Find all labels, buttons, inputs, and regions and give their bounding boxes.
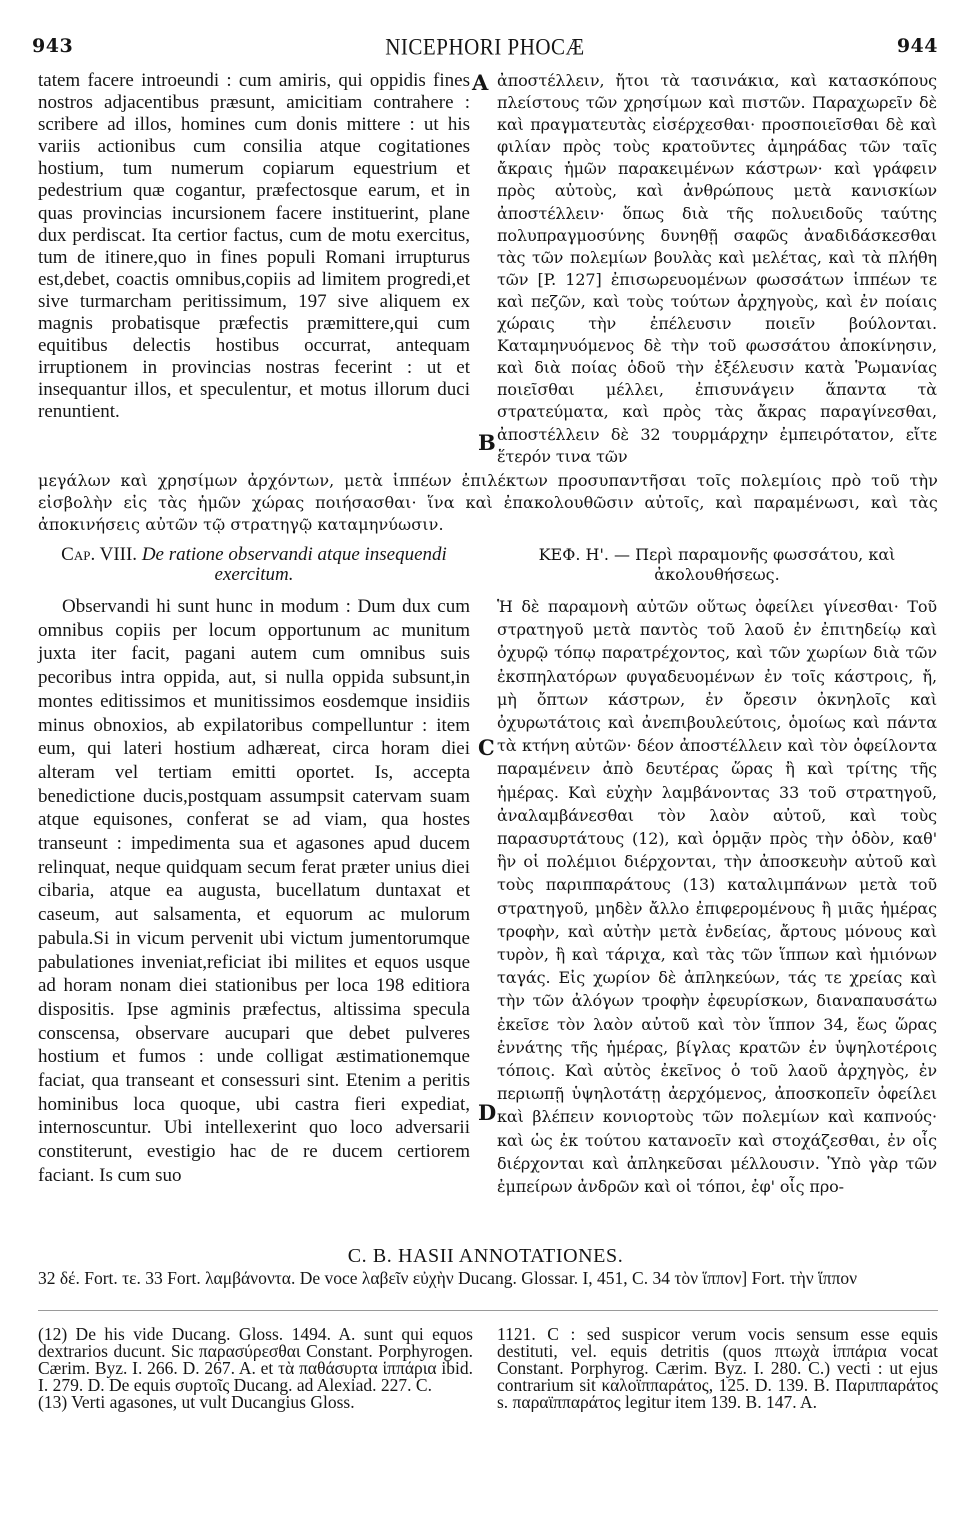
margin-marker-a: A [472,70,489,95]
footnote-13: (13) Verti agasones, ut vult Ducangius Gloss. [38,1392,355,1412]
greek-text-top: ἀποστέλλειν, ἤτοι τὰ τασινάκια, καὶ κατασκόπους πλείστους τῶν χρησίμων καὶ πιστῶν. Παραχωρεῖν δὲ καὶ πραγματευτὰς εἰσέρχεσθαι· προσποιεῖσθαι δὲ καὶ φιλίαν πρὸς τοὺς κρατοῦντες ἀμηράδας τῶν ταῖς ἄκραις ἡμῶν παρακειμένων κάστρων· καὶ γράφειν πρὸς αὐτοὺς, καὶ ἀνθρώπους μετὰ κανισκίων ἀποστέλλειν· ὅπως διὰ τῆς πολυειδοῦς ταύτης πολυπραγμοσύνης δυνηθῇ σαφῶς ἀναδιδάσκεσθαι τὰς τῶν πολεμίων βουλὰς καὶ μελέτας, καὶ τὰ πλήθη τῶν [P. 127] ἐπισωρευομένων φωσσάτων ἱππέων τε καὶ πεζῶν, καὶ τοὺς τούτων ἀρχηγοὺς, καὶ ἐν ποίαις χώραις τὴν ἐπέλευσιν ποιεῖν βούλονται. Καταμηνυόμενος δὲ τὴν τοῦ φωσσάτου ἀποκίνησιν, καὶ διὰ ποίας ὁδοῦ τὴν ἐξέλευσιν κατὰ Ῥωμανίας ποιεῖσθαι μέλλει, ἐπισυνάγειν ἅπαντα τὰ στρατεύματα, καὶ πρὸς τὰς ἄκρας παραγίνεσθαι, ἀποστέλλειν δὲ 32 τουρμάρχην ἐμπειρότατον, εἴτε ἕτερόν τινα τῶν [497,71,937,466]
chapter-title-latin [38,545,470,585]
chapter-label-latin: Cap. VIII. [61,544,138,565]
footnote-13-continued: 1121. C : sed suspicor verum vocis sensum esse equis destituti, vel. equis detritis (quos πτωχὰ ἱππάρια vocat Constant. Porphyrog. Cærim. Byz. I. 280. C.) vecti : ut ejus contrarium sit καλοϊππαράτος, 125. D. 139. B. Παριππαράτος s. παραϊππαράτος legitur item 139. B. 147. A. [497,1324,938,1412]
latin-text-top: tatem facere introeundi : cum amiris, qui oppidis fines nostros adjacentibus præsunt, amicitiam contrahere : scribere ad illos, homines cum donis mittere : ut his variis actionibus cum consilia atque cogitationes hostium, tum numerum copiarum equestrium et pedestrium quæ cogantur, præfectosque earum, et in quas provincias incursionem facere instituerint, plane dux perdiscat. Ita certior factus, cum de motu exercitus, tum de itinere,quo in fines populi Romani irrupturus est,debet, coactis omnibus,copiis ad limitem progredi,et sive turmarcham peritissimum, 197 sive aliquem ex magnis probatisque præfectis præmittere,qui cum equitibus delectis hostibus occurrat, antequam irruptionem in provincias nostras fecerint : ut et insequantur illos, et speculentur, et motus illorum duci renuntient. [38,70,470,423]
running-title: NICEPHORI PHOCÆ [385,34,585,60]
margin-marker-c: C [478,735,495,760]
page-number-left: 943 [32,35,74,57]
page-number-right: 944 [896,35,938,57]
footnote-12: (12) De his vide Ducang. Gloss. 1494. A. sunt qui equos dextrarios ducunt. Sic παρασύρεσθαι Constant. Porphyrogen. Cærim. Byz. I. 266. D. 267. A. et τὰ παθάσυρτα ἱππάρια ibid. I. 279. D. De equis συρτοῖς Ducang. ad Alexiad. 227. C. [38,1324,473,1395]
footnotes-right-column [497,1326,938,1411]
greek-text-full-width: μεγάλων καὶ χρησίμων ἀρχόντων, μετὰ ἱππέων ἐπιλέκτων προσυπαντῆσαι τοῖς πολεμίοις πρὸ τοῦ τὴν εἰσβολὴν εἰς τὰς ἡμῶν χώρας ποιήσασθαι· ἵνα καὶ ἐπακολουθῶσιν αὐτοῖς, καὶ παραμένωσι, καὶ τὰς ἀποκινήσεις αὐτῶν τῷ στρατηγῷ καταμηνύωσιν. [38,471,938,534]
footnotes-left-column [38,1326,473,1411]
annotation-notes: 32 δέ. Fort. τε. 33 Fort. λαμβάνοντα. De voce λαβεῖν εὐχὴν Ducang. Glossar. I, 451, C. 34 τὸν ἵππον] Fort. τὴν ἵππον [38,1268,858,1288]
page-header [32,35,938,65]
chapter-label-greek: ΚΕΦ. Η'. — [538,545,631,564]
chapter-title-greek [497,545,937,585]
footnote-divider [38,1310,938,1311]
margin-marker-d: D [478,1100,497,1125]
chapter-heading-greek: Περὶ παραμονῆς φωσσάτου, καὶ ἀκολουθήσεως. [635,545,896,584]
annotations-title: C. B. HASII ANNOTATIONES. [347,1245,624,1267]
latin-text-bottom: Observandi hi sunt hunc in modum : Dum dux cum omnibus copiis per locum opportunum ac munitum juxta iter facit, pagani autem cum omnibus suis pecoribus intra oppida, aut, si nulla oppida subsunt,in montes editissimos et munitissimos eosdemque insidiis minus obnoxios, ab expilatoribus compelluntur : item eum, qui lateri hostium adhæreat, circa horam diei alteram vel tertiam emitti oportet. Is, accepta benedictione ducis,postquam assumpsit catervam suam atque equisones, conferat se ad viam, qua hostes transeunt : impedimenta sua et agasones apud ducem relinquat, neque quidquam secum ferat præter unius diei cibaria, atque ea augusta, bucellatum duntaxat et caseum, aut salsamenta, et equorum ac mulorum pabula.Si in vicum pervenit ubi victum jumentorumque pabulationes inveniat,reficiat ibi milites et equos usque ad horam nonam diei stationibus per loca 198 editiora dispositis. Ipse agminis præfectus, altissima specula conscensa, observare aucupari que debet pulveres hostium et fumos : unde colligat æstimationemque faciat, qua transeant et consessuri sint. Etenim a peritis hominibus loca quoque, ubi castra fieri expediat, internoscuntur. Ubi intellexerint quo loco adversarii constiterunt, evestigio hac de re ducem certiorem faciant. Is cum suo [38,596,470,1186]
greek-text-bottom: Ἡ δὲ παραμονὴ αὐτῶν οὕτως ὀφείλει γίνεσθαι· Τοῦ στρατηγοῦ μετὰ παντὸς τοῦ λαοῦ ἐν ἐπιτηδείῳ καὶ ὀχυρῷ τόπῳ παρατρέχοντος, καὶ τῶν χωρίων διὰ τῶν ἐκσπηλατόρων φυγαδευομένων ἐν τοῖς κάστροις, ἤ, μὴ ὄπτων κάστρων, ἐν ὄρεσιν ὀκνηλοῖς καὶ ὀχυρωτάτοις καὶ ἀνεπιβουλεύτοις, ὁμοίως καὶ πάντα τὰ κτήνη αὐτῶν· δέον ἀποστέλλειν καὶ τὸν ὀφείλοντα παραμένειν ἀπὸ δευτέρας ὥρας ἢ καὶ τρίτης τῆς ἡμέρας. Καὶ εὐχὴν λαμβάνοντας 33 τοῦ στρατηγοῦ, ἀναλαμβάνεσθαι τὸν λαὸν αὐτοῦ, καὶ τοὺς παρασυρτάτους (12), καὶ ὁρμᾷν πρὸς τὴν ὁδὸν, καθ' ἣν οἱ πολέμιοι διέρχονται, τὴν ἀποσκευὴν αὐτοῦ καὶ τοὺς παριππαράτους (13) καταλιμπάνων μετὰ τοῦ στρατηγοῦ, μηδὲν ἄλλο ἐπιφερομένους ἢ μιᾶς ἡμέρας τροφὴν, καὶ αὐτὴν μετὰ ἐνδείας, ἄρτους μόνους καὶ τυρὸν, ἢ καὶ τάριχα, καὶ τὰς τῶν ἵππων καὶ ἡμιόνων ταγάς. Εἰς χωρίον δὲ ἀπληκεύων, τάς τε χρείας καὶ τὴν τῶν ἀλόγων τροφὴν ἐφευρίσκων, διαναπαυσάτω ἐκεῖσε τὸν λαὸν αὐτοῦ καὶ τὸν ἵππον 34, ἕως ὥρας ἐννάτης τῆς ἡμέρας, βίγλας κρατῶν ἐν ὑψηλοτέροις τόποις. Καὶ αὐτὸς ἐκεῖνος ὁ τοῦ λαοῦ ἀρχηγὸς, ἐν περιωπῇ ὑψηλοτάτῃ ἀερχόμενος, ἀποσκοπεῖν ὀφείλει καὶ βλέπειν κονιορτοὺς τῶν πολεμίων καὶ καπνούς· καὶ ὡς ἐκ τούτου κατανοεῖν καὶ στοχάζεσθαι, ἐν οἷς διέρχονται καὶ ἀπληκεῦσαι μέλλουσιν. Ὑπὸ γὰρ τῶν ἐμπείρων ἀνδρῶν καὶ οἱ τόποι, ἐφ' οἷς προ- [497,597,937,1197]
chapter-heading-latin: De ratione observandi atque insequendi exercitum. [141,544,447,585]
margin-marker-b: B [478,430,496,455]
